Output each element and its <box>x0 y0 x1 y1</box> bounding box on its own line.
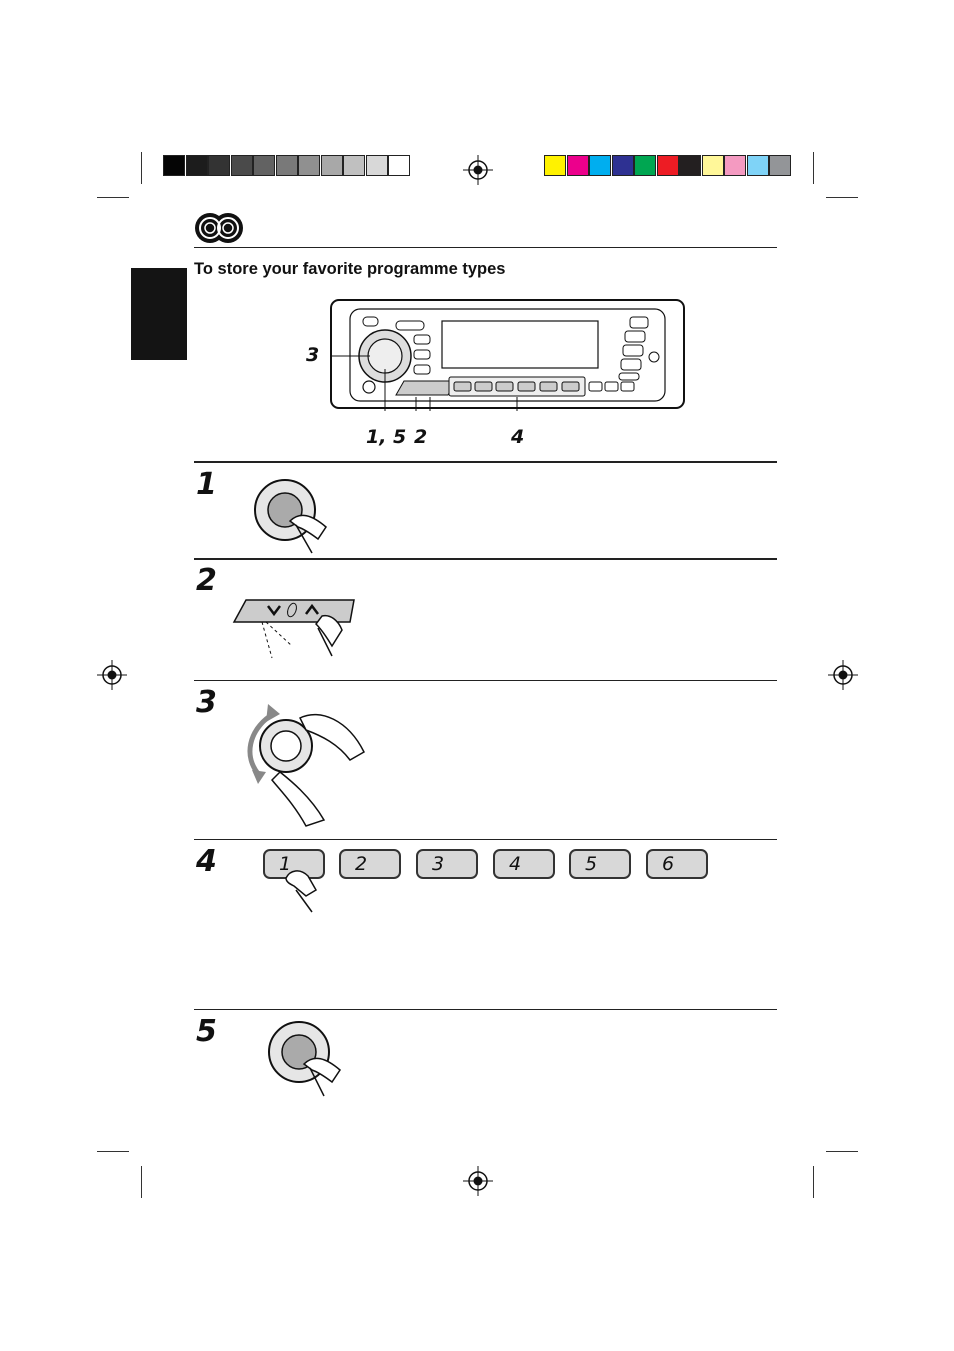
registration-mark-icon <box>97 660 127 690</box>
color-swatch <box>747 155 769 176</box>
preset-button-4[interactable] <box>493 849 555 879</box>
step-rule <box>194 1009 777 1010</box>
step-number: 3 <box>196 685 217 720</box>
registration-mark-icon <box>463 1166 493 1196</box>
color-swatch <box>657 155 679 176</box>
language-tab <box>131 268 187 360</box>
preset-button-3[interactable] <box>416 849 478 879</box>
press-dial-illustration <box>266 1020 346 1100</box>
color-swatch <box>544 155 566 176</box>
registration-mark-icon <box>828 660 858 690</box>
crop-mark <box>826 197 858 198</box>
step-number: 2 <box>196 563 217 598</box>
color-swatch <box>163 155 185 176</box>
color-swatch <box>208 155 230 176</box>
preset-label: 6 <box>662 853 675 875</box>
preset-label: 3 <box>432 853 445 875</box>
preset-label: 1 <box>279 853 292 875</box>
step-number: 4 <box>196 844 217 879</box>
color-swatch <box>634 155 656 176</box>
color-swatch <box>186 155 208 176</box>
crop-mark <box>97 1151 129 1152</box>
callout-dial: 3 <box>306 344 320 366</box>
callout-dial-press: 1, 5 <box>366 426 407 448</box>
step-number: 1 <box>196 467 217 502</box>
step-rule <box>194 839 777 840</box>
callout-arrows: 2 <box>414 426 428 448</box>
color-swatch <box>298 155 320 176</box>
crop-mark <box>826 1151 858 1152</box>
step-rule <box>194 461 777 463</box>
color-swatch <box>769 155 791 176</box>
color-swatch <box>702 155 724 176</box>
header-rule <box>194 247 777 248</box>
step-rule <box>194 558 777 560</box>
press-dial-illustration <box>252 475 332 555</box>
color-swatch <box>231 155 253 176</box>
step-rule <box>194 680 777 681</box>
color-swatch <box>321 155 343 176</box>
stereo-faceplate-illustration <box>330 299 686 411</box>
preset-button-2[interactable] <box>339 849 401 879</box>
cd-rds-logo-icon <box>194 211 244 245</box>
preset-button-6[interactable] <box>646 849 708 879</box>
crop-mark <box>97 197 129 198</box>
color-swatch <box>276 155 298 176</box>
finger-icon <box>282 864 332 914</box>
crop-mark <box>813 152 814 184</box>
preset-button-5[interactable] <box>569 849 631 879</box>
color-swatch <box>343 155 365 176</box>
crop-mark <box>141 152 142 184</box>
color-swatch <box>679 155 701 176</box>
section-heading: To store your favorite programme types <box>194 260 506 278</box>
color-swatch <box>724 155 746 176</box>
preset-label: 4 <box>509 853 522 875</box>
step-number: 5 <box>196 1014 217 1049</box>
crop-mark <box>141 1166 142 1198</box>
turn-dial-illustration <box>240 700 370 835</box>
color-swatch <box>567 155 589 176</box>
preset-label: 2 <box>355 853 368 875</box>
registration-mark-icon <box>463 155 493 185</box>
crop-mark <box>813 1166 814 1198</box>
arrow-buttons-illustration <box>232 596 356 660</box>
color-swatch <box>366 155 388 176</box>
color-swatch <box>388 155 410 176</box>
color-swatch <box>612 155 634 176</box>
callout-presets: 4 <box>511 426 525 448</box>
preset-label: 5 <box>585 853 598 875</box>
color-swatch <box>589 155 611 176</box>
color-swatch <box>253 155 275 176</box>
